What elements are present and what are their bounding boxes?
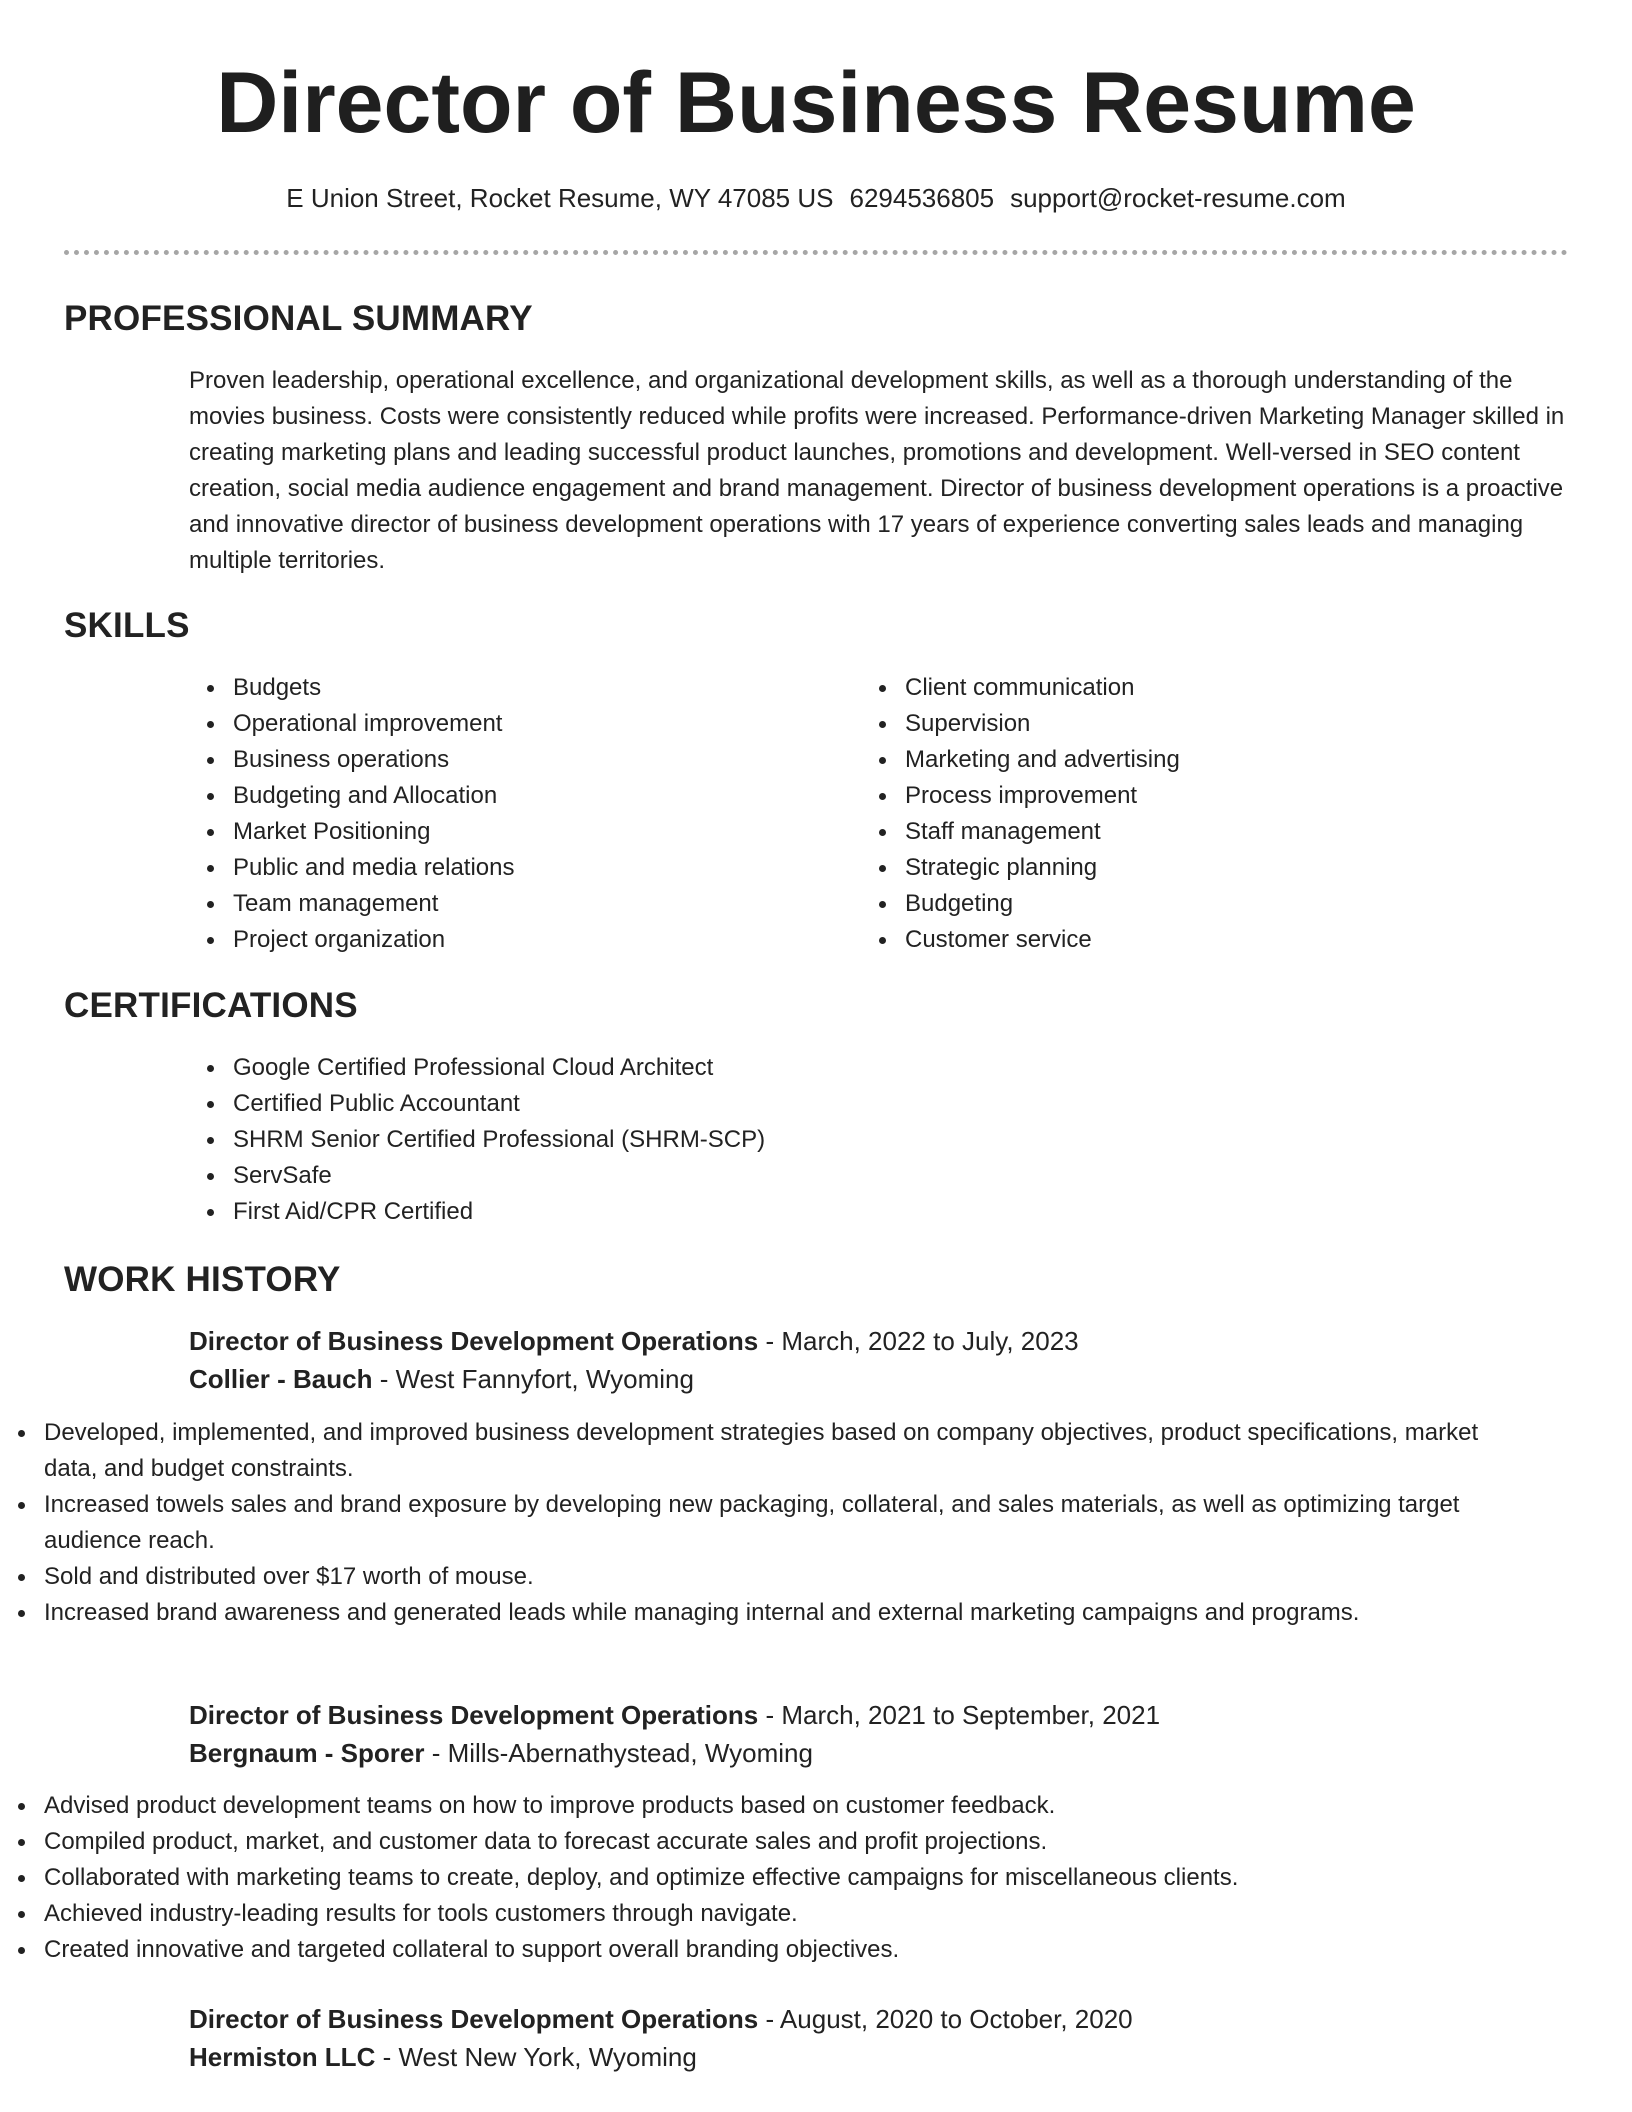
skills-heading: SKILLS (64, 606, 190, 645)
skill-item: Public and media relations (189, 850, 829, 886)
skill-item: Operational improvement (189, 706, 829, 742)
skill-item: Business operations (189, 742, 829, 778)
contact-address: E Union Street, Rocket Resume, WY 47085 US (286, 183, 834, 213)
job-dates: - March, 2022 to July, 2023 (765, 1326, 1079, 1356)
certification-item: Google Certified Professional Cloud Architect (189, 1050, 1489, 1086)
skills-right-column (861, 670, 1501, 958)
skill-item: Marketing and advertising (861, 742, 1501, 778)
job-location: - West New York, Wyoming (382, 2042, 697, 2072)
header-divider (64, 250, 1568, 255)
skill-item: Project organization (189, 922, 829, 958)
job-bullet: Increased brand awareness and generated leads while managing internal and external marketing campaigns and programs. (0, 1595, 1520, 1631)
skill-item: Customer service (861, 922, 1501, 958)
certifications-list-wrap (189, 1050, 1489, 1230)
skill-item: Market Positioning (189, 814, 829, 850)
job-title: Director of Business Development Operations (189, 1326, 759, 1356)
summary-text: Proven leadership, operational excellence, and organizational development skills, as well as a thorough understanding of the movies business. Costs were consistently reduced while profits were increased. Performance-driven Marketing Manager skilled in creating marketing plans and leading successful product launches, promotions and development. Well-versed in SEO content creation, social media audience engagement and brand management. Director of business development operations is a proactive and innovative director of business development operations with 17 years of experience converting sales leads and managing multiple territories. (189, 367, 1565, 574)
skills-right-list (861, 670, 1501, 958)
job-bullet: Sold and distributed over $17 worth of mouse. (0, 1559, 1520, 1595)
job-bullets (0, 1415, 1520, 1631)
job-title-line (189, 1696, 1569, 1734)
job-title: Director of Business Development Operations (189, 2004, 759, 2034)
job-location: - West Fannyfort, Wyoming (379, 1364, 694, 1394)
job-entry (189, 1696, 1569, 1772)
job-company-line (189, 1734, 1569, 1772)
certification-item: ServSafe (189, 1158, 1489, 1194)
job-location: - Mills-Abernathystead, Wyoming (431, 1738, 813, 1768)
certification-item: First Aid/CPR Certified (189, 1194, 1489, 1230)
contact-phone: 6294536805 (849, 183, 995, 213)
skill-item: Process improvement (861, 778, 1501, 814)
job-company-line (189, 1360, 1569, 1398)
skill-item: Team management (189, 886, 829, 922)
job-company: Collier - Bauch (189, 1364, 373, 1394)
job-title: Director of Business Development Operations (189, 1700, 759, 1730)
contact-email[interactable]: support@rocket-resume.com (1010, 183, 1346, 213)
job-title-line (189, 2000, 1569, 2038)
job-bullet-list (0, 1788, 1520, 1968)
skill-item: Budgeting and Allocation (189, 778, 829, 814)
job-title-line (189, 1322, 1569, 1360)
skill-item: Client communication (861, 670, 1501, 706)
job-entry (189, 1322, 1569, 1398)
job-company-line (189, 2038, 1569, 2076)
job-bullet: Created innovative and targeted collateral to support overall branding objectives. (0, 1932, 1520, 1968)
job-company: Bergnaum - Sporer (189, 1738, 425, 1768)
certifications-list (189, 1050, 1489, 1230)
certifications-heading: CERTIFICATIONS (64, 986, 358, 1025)
job-company: Hermiston LLC (189, 2042, 376, 2072)
job-dates: - August, 2020 to October, 2020 (765, 2004, 1133, 2034)
skills-left-column (189, 670, 829, 958)
job-dates: - March, 2021 to September, 2021 (765, 1700, 1161, 1730)
job-bullets (0, 1788, 1520, 1968)
skill-item: Budgeting (861, 886, 1501, 922)
job-entry (189, 2000, 1569, 2076)
skill-item: Budgets (189, 670, 829, 706)
job-bullet: Advised product development teams on how to improve products based on customer feedback. (0, 1788, 1520, 1824)
job-bullet: Increased towels sales and brand exposure by developing new packaging, collateral, and sales materials, as well as optimizing target audience reach. (0, 1487, 1520, 1559)
skill-item: Supervision (861, 706, 1501, 742)
skill-item: Staff management (861, 814, 1501, 850)
resume-title: Director of Business Resume (216, 55, 1416, 151)
work-history-heading: WORK HISTORY (64, 1260, 341, 1299)
certification-item: Certified Public Accountant (189, 1086, 1489, 1122)
job-bullet: Developed, implemented, and improved business development strategies based on company objectives, product specifications, market data, and budget constraints. (0, 1415, 1520, 1487)
job-bullet: Compiled product, market, and customer data to forecast accurate sales and profit projections. (0, 1824, 1520, 1860)
summary-heading: PROFESSIONAL SUMMARY (64, 299, 533, 338)
contact-line (0, 180, 1632, 216)
job-bullet: Achieved industry-leading results for tools customers through navigate. (0, 1896, 1520, 1932)
certification-item: SHRM Senior Certified Professional (SHRM-SCP) (189, 1122, 1489, 1158)
job-bullet: Collaborated with marketing teams to create, deploy, and optimize effective campaigns for miscellaneous clients. (0, 1860, 1520, 1896)
job-bullet-list (0, 1415, 1520, 1631)
skill-item: Strategic planning (861, 850, 1501, 886)
skills-left-list (189, 670, 829, 958)
